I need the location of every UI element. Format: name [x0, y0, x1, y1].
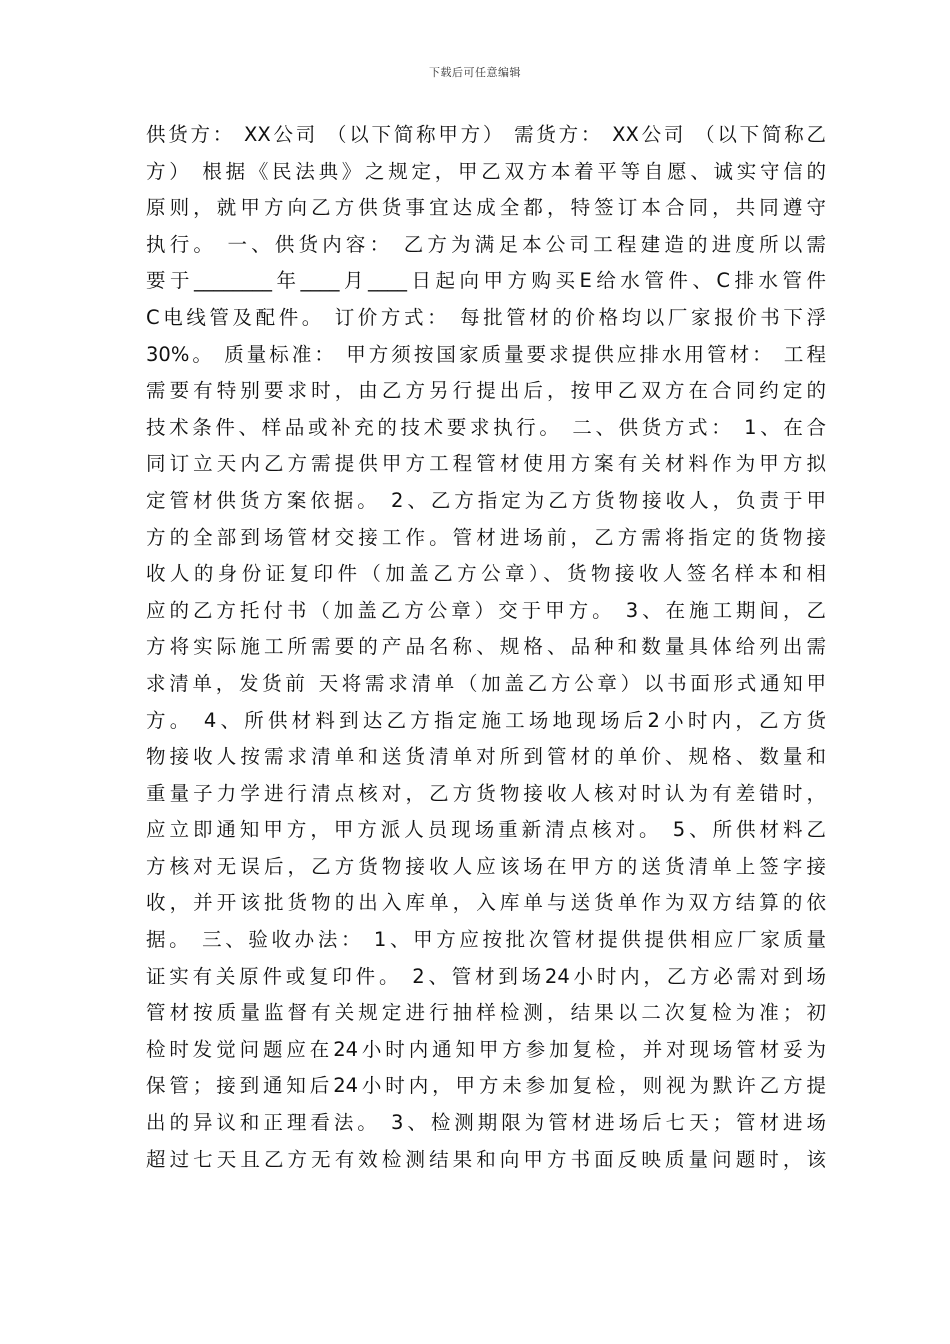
body-line: 重量子力学进行清点核对，乙方货物接收人核对时认为有差错时，	[146, 781, 826, 805]
body-line: 求清单，发货前 天将需求清单（加盖乙方公章）以书面形式通知甲	[146, 671, 826, 695]
body-line: 物接收人按需求清单和送货清单对所到管材的单价、规格、数量和	[146, 745, 826, 769]
contract-body	[146, 117, 826, 1178]
body-line: 出的异议和正理看法。 3、检测期限为管材进场后七天；管材进场	[146, 1111, 826, 1135]
body-line: 方将实际施工所需要的产品名称、规格、品种和数量具体给列出需	[146, 635, 826, 659]
body-line: 应的乙方托付书（加盖乙方公章）交于甲方。 3、在施工期间，乙	[146, 598, 826, 622]
page-header: 下载后可任意编辑	[429, 66, 521, 79]
body-line: 同订立天内乙方需提供甲方工程管材使用方案有关材料作为甲方拟	[146, 452, 826, 476]
body-line: 应立即通知甲方，甲方派人员现场重新清点核对。 5、所供材料乙	[146, 818, 826, 842]
body-line: 供货方： XX公司 （以下简称甲方） 需货方： XX公司 （以下简称乙	[146, 123, 826, 146]
body-line: 检时发觉问题应在24小时内通知甲方参加复检，并对现场管材妥为	[146, 1037, 826, 1061]
body-line: C电线管及配件。 订价方式： 每批管材的价格均以厂家报价书下浮	[146, 305, 826, 329]
body-line: 需要有特别要求时，由乙方另行提出后，按甲乙双方在合同约定的	[146, 379, 826, 403]
body-line: 方） 根据《民法典》之规定，甲乙双方本着平等自愿、诚实守信的	[146, 159, 826, 183]
body-line: 据。 三、验收办法： 1、甲方应按批次管材提供提供相应厂家质量	[146, 928, 826, 952]
body-line: 证实有关原件或复印件。 2、管材到场24小时内，乙方必需对到场	[146, 964, 826, 988]
body-line: 原则，就甲方向乙方供货事宜达成全都，特签订本合同，共同遵守	[146, 196, 826, 220]
body-line: 执行。 一、供货内容： 乙方为满足本公司工程建造的进度所以需	[146, 232, 826, 256]
body-line: 管材按质量监督有关规定进行抽样检测，结果以二次复检为准；初	[146, 1001, 826, 1025]
body-line: 保管；接到通知后24小时内，甲方未参加复检，则视为默许乙方提	[146, 1074, 826, 1098]
body-line: 方的全部到场管材交接工作。管材进场前，乙方需将指定的货物接	[146, 525, 826, 549]
body-line: 超过七天且乙方无有效检测结果和向甲方书面反映质量问题时，该	[146, 1147, 826, 1171]
body-line: 收人的身份证复印件（加盖乙方公章）、货物接收人签名样本和相	[146, 562, 826, 586]
body-line: 收，并开该批货物的出入库单，入库单与送货单作为双方结算的依	[146, 891, 826, 915]
body-line: 定管材供货方案依据。 2、乙方指定为乙方货物接收人，负责于甲	[146, 488, 826, 512]
body-line: 要于________年____月____日起向甲方购买E给水管件、C排水管件	[146, 269, 826, 293]
body-line: 技术条件、样品或补充的技术要求执行。 二、供货方式： 1、在合	[146, 415, 826, 439]
body-line: 方。 4、所供材料到达乙方指定施工场地现场后2小时内，乙方货	[146, 708, 826, 732]
body-line: 方核对无误后，乙方货物接收人应该场在甲方的送货清单上签字接	[146, 854, 826, 878]
body-line: 30%。 质量标准： 甲方须按国家质量要求提供应排水用管材： 工程	[146, 342, 826, 366]
